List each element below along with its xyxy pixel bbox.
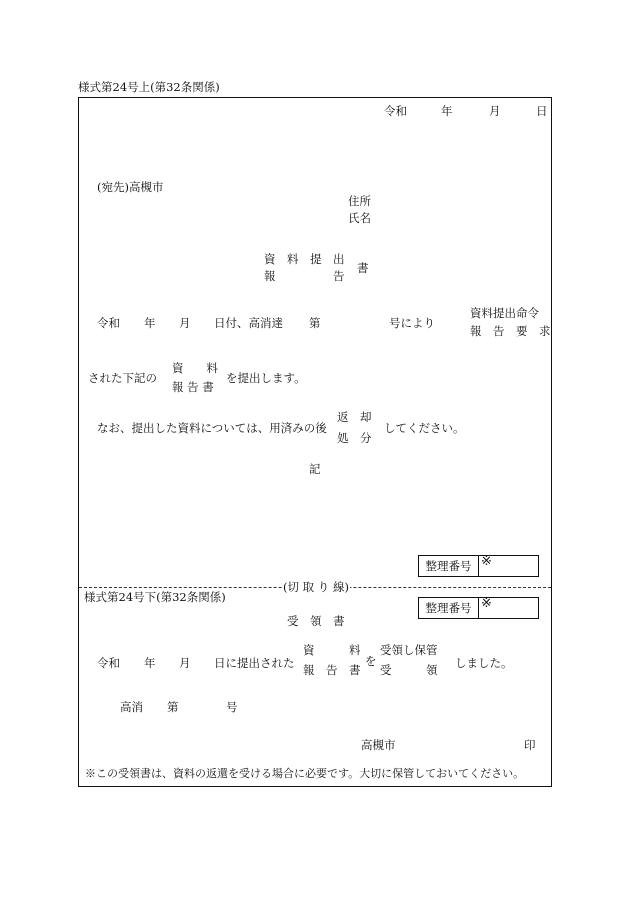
seal-mark: 印 xyxy=(524,738,536,752)
seiri-label-bottom: 整理番号 xyxy=(419,598,479,618)
receipt-title: 受 領 書 xyxy=(287,614,345,628)
line2-suffix: を提出します。 xyxy=(226,371,306,385)
line1-gou: 号により xyxy=(389,316,435,330)
form-number-top: 様式第24号上(第32条関係) xyxy=(78,80,220,94)
receipt-action-bottom: 受 領 xyxy=(380,663,438,677)
receipt-action-top: 受領し保管 xyxy=(380,643,438,657)
line2-bottom: 報 告 書 xyxy=(172,380,214,394)
form-number-bottom: 様式第24号下(第32条関係) xyxy=(84,590,226,604)
receipt-note: ※この受領書は、資料の返還を受ける場合に必要です。大切に保管しておいてください。 xyxy=(85,767,525,780)
line3-top: 返 却 xyxy=(337,410,372,424)
line1-month: 月 xyxy=(179,316,191,330)
date-reiwa: 令和 xyxy=(384,104,407,118)
title-right: 書 xyxy=(357,261,369,275)
line3-text: なお、提出した資料については、用済みの後 xyxy=(97,421,327,435)
line1-year: 年 xyxy=(144,316,156,330)
line1-day: 日付、高消達 xyxy=(214,316,283,330)
line3-suffix: してください。 xyxy=(384,421,465,435)
receipt-year: 年 xyxy=(144,656,156,670)
seiri-mark-bottom: ※ xyxy=(481,596,492,611)
line1-reiwa: 令和 xyxy=(97,316,120,330)
seiri-box-top xyxy=(418,555,539,577)
receipt-doc-bottom: 報 告 書 xyxy=(303,663,361,677)
seiri-label-top: 整理番号 xyxy=(419,556,479,576)
receipt-suffix: しました。 xyxy=(455,656,513,670)
form-frame xyxy=(78,97,552,787)
address-label: 住所 xyxy=(348,194,371,208)
seiri-box-bottom xyxy=(418,597,539,619)
date-month: 月 xyxy=(489,104,501,118)
receipt-day: 日に提出された xyxy=(214,656,295,670)
addressee: (宛先)高槻市 xyxy=(97,180,164,194)
line1-right-bottom: 報 告 要 求 xyxy=(470,324,551,338)
line1-right-top: 資料提出命令 xyxy=(470,306,539,320)
line3-bottom: 処 分 xyxy=(337,431,372,445)
receipt-reiwa: 令和 xyxy=(97,656,120,670)
line2-prefix: された下記の xyxy=(88,371,157,385)
cut-line-label: (切 取 り 線) xyxy=(283,580,349,594)
line1-dai: 第 xyxy=(309,316,321,330)
title-bottom-left: 報 告 xyxy=(264,269,345,283)
koushou-dai: 第 xyxy=(167,700,179,714)
seiri-mark-top: ※ xyxy=(481,554,492,569)
title-top-left: 資 料 提 出 xyxy=(264,252,345,266)
koushou-gou: 号 xyxy=(226,700,238,714)
receipt-doc-top: 資 料 xyxy=(303,643,361,657)
date-day: 日 xyxy=(536,104,548,118)
ki-heading: 記 xyxy=(309,462,321,476)
line2-top: 資 料 xyxy=(172,361,218,375)
koushou-label: 高消 xyxy=(120,700,143,714)
city-name: 高槻市 xyxy=(361,738,396,752)
receipt-month: 月 xyxy=(179,656,191,670)
date-year: 年 xyxy=(441,104,453,118)
receipt-wo: を xyxy=(365,654,377,668)
name-label: 氏名 xyxy=(348,211,371,225)
